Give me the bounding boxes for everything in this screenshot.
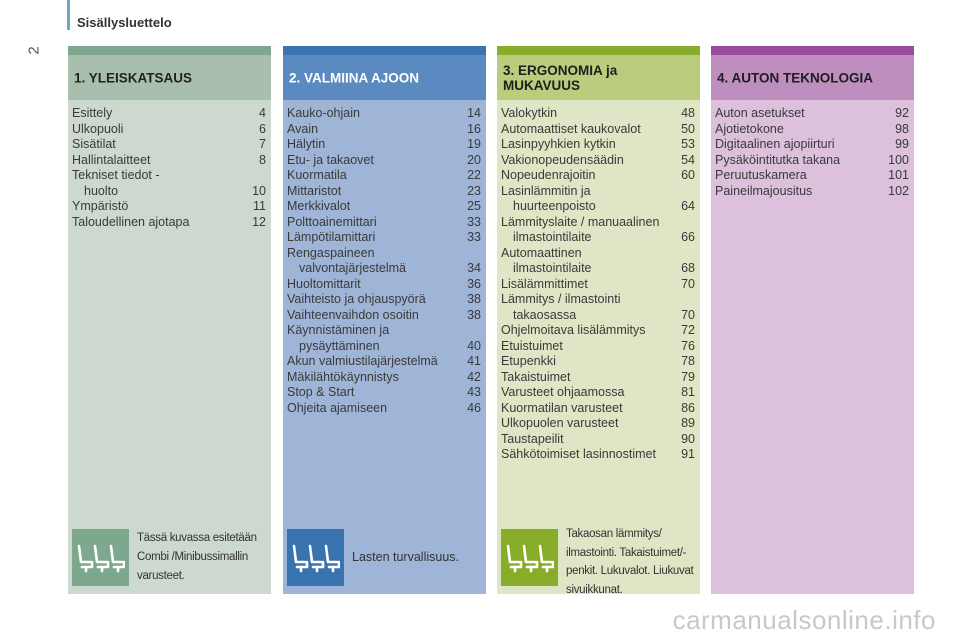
toc-entry-label: Kuormatilan varusteet — [501, 400, 623, 415]
toc-entry-page: 16 — [467, 121, 481, 136]
toc-entry-label: Lasinpyyhkien kytkin — [501, 137, 616, 151]
toc-entry-page: 86 — [681, 400, 695, 415]
toc-entry-label: Vaihteisto ja ohjauspyörä — [287, 292, 426, 306]
toc-entry[interactable] — [287, 292, 481, 308]
toc-entry-page: 81 — [681, 385, 695, 399]
toc-entry-label: Etuistuimet — [501, 338, 563, 353]
toc-entry-label-continued: valvontajärjestelmä — [299, 261, 406, 275]
toc-entry[interactable] — [287, 370, 481, 386]
toc-entry-page: 25 — [467, 199, 481, 213]
toc-entry-page: 12 — [252, 214, 266, 229]
toc-entry-label-continued: huolto — [84, 183, 119, 198]
toc-entry[interactable] — [287, 385, 481, 401]
toc-entry-page: 99 — [895, 137, 909, 151]
toc-entry-label: Kuormatila — [287, 168, 347, 182]
note-text: Tässä kuvassa esitetään Combi /Minibussimallin varusteet. — [137, 532, 257, 582]
toc-entry[interactable] — [501, 137, 695, 153]
toc-entry-label: Sähkötoimiset lasinnostimet — [501, 447, 656, 461]
toc-entry[interactable] — [287, 168, 481, 184]
section-header — [497, 55, 700, 100]
toc-entry-page: 19 — [467, 137, 481, 151]
toc-entry[interactable] — [501, 370, 695, 386]
toc-entry-page: 70 — [681, 307, 695, 322]
toc-entry[interactable] — [501, 447, 695, 463]
toc-entry-page: 33 — [467, 230, 481, 244]
toc-entry[interactable] — [287, 215, 481, 231]
section-header — [283, 55, 486, 100]
section-note — [72, 529, 261, 586]
toc-entry[interactable] — [72, 137, 266, 153]
toc-entry-label: Nopeudenrajoitin — [501, 168, 596, 182]
toc-entry[interactable] — [501, 339, 695, 355]
toc-entry-label: Taustapeilit — [501, 431, 564, 446]
toc-entry[interactable] — [287, 246, 481, 277]
seats-icon — [287, 529, 344, 586]
toc-entry[interactable] — [501, 246, 695, 277]
toc-entry[interactable] — [501, 184, 695, 215]
toc-entry-page: 101 — [888, 168, 909, 182]
toc-entry-page: 38 — [467, 307, 481, 322]
toc-entry-label: Taloudellinen ajotapa — [72, 214, 190, 229]
toc-entry-label: Etu- ja takaovet — [287, 152, 374, 167]
toc-entry[interactable] — [501, 401, 695, 417]
toc-entry-label: Akun valmiustilajärjestelmä — [287, 354, 438, 368]
toc-entry-label: Esittely — [72, 106, 113, 120]
toc-entry-page: 38 — [467, 292, 481, 306]
toc-entry-page: 14 — [467, 106, 481, 120]
toc-entry-label: Ympäristö — [72, 199, 129, 213]
section-color-bar — [711, 46, 914, 55]
toc-entry[interactable] — [501, 106, 695, 122]
toc-entry-page: 68 — [681, 261, 695, 275]
toc-entry-label: Lämmityslaite / manuaalinen — [501, 214, 660, 229]
section-note — [287, 529, 482, 586]
section-color-bar — [497, 46, 700, 55]
toc-entry-page: 92 — [895, 106, 909, 120]
section-auton-teknologia — [711, 46, 914, 594]
toc-entry-page: 10 — [252, 183, 266, 198]
section-yleiskatsaus — [68, 46, 271, 594]
toc-entry-label: Lisälämmittimet — [501, 276, 588, 291]
toc-entry[interactable] — [501, 215, 695, 246]
toc-entry[interactable] — [501, 122, 695, 138]
toc-entry[interactable] — [72, 168, 266, 199]
page-title: Sisällysluettelo — [77, 15, 172, 30]
toc-entry[interactable] — [287, 184, 481, 200]
section-ergonomia — [497, 46, 700, 594]
toc-entry-label: Automaattiset kaukovalot — [501, 121, 641, 136]
toc-entry-label: Ohjelmoitava lisälämmitys — [501, 323, 646, 337]
toc-entry-label: Paineilmajousitus — [715, 183, 813, 198]
section-title: 4. AUTON TEKNOLOGIA — [717, 70, 874, 85]
toc-entry[interactable] — [287, 137, 481, 153]
toc-entry-label: Lämmitys / ilmastointi — [501, 292, 621, 306]
toc-entry[interactable] — [501, 354, 695, 370]
toc-entry-page: 60 — [681, 168, 695, 182]
toc-entry-page: 6 — [259, 121, 266, 136]
section-header — [711, 55, 914, 100]
toc-entry-label: Ajotietokone — [715, 121, 784, 136]
header-accent-bar — [67, 0, 70, 30]
toc-entry[interactable] — [715, 168, 909, 184]
toc-entry[interactable] — [287, 199, 481, 215]
toc-entry-label: Auton asetukset — [715, 106, 805, 120]
seats-icon — [501, 529, 558, 586]
toc-entry[interactable] — [501, 416, 695, 432]
section-title: 3. ERGONOMIA ja MUKAVUUS — [503, 62, 618, 93]
section-color-bar — [283, 46, 486, 55]
toc-entry[interactable] — [501, 168, 695, 184]
toc-entry-label: Stop & Start — [287, 385, 355, 399]
toc-entry-label: Polttoainemittari — [287, 214, 377, 229]
toc-entry-page: 76 — [681, 338, 695, 353]
toc-entry-page: 50 — [681, 121, 695, 136]
toc-list — [501, 106, 695, 463]
toc-entry-label: Automaattinen — [501, 245, 582, 260]
toc-entry[interactable] — [715, 137, 909, 153]
toc-entry-label: Avain — [287, 121, 319, 136]
toc-entry-label: Ulkopuolen varusteet — [501, 416, 619, 430]
toc-entry-page: 102 — [888, 183, 909, 198]
toc-entry-label: Vaihteenvaihdon osoitin — [287, 307, 419, 322]
toc-entry[interactable] — [715, 153, 909, 169]
toc-entry-label: Huoltomittarit — [287, 276, 361, 291]
toc-entry-page: 23 — [467, 183, 481, 198]
toc-entry[interactable] — [72, 122, 266, 138]
toc-list — [72, 106, 266, 230]
section-color-bar — [68, 46, 271, 55]
toc-entry-label: Peruutuskamera — [715, 168, 807, 182]
toc-entry-page: 11 — [253, 199, 266, 213]
toc-entry-page: 4 — [259, 106, 266, 120]
toc-entry-page: 90 — [681, 431, 695, 446]
section-title: 1. YLEISKATSAUS — [74, 70, 193, 85]
toc-entry[interactable] — [287, 122, 481, 138]
toc-entry[interactable] — [72, 106, 266, 122]
section-title: 2. VALMIINA AJOON — [289, 70, 420, 85]
toc-entry-page: 7 — [259, 137, 266, 151]
toc-entry-page: 22 — [467, 168, 481, 182]
toc-entry-label: Hallintalaitteet — [72, 152, 151, 167]
toc-entry-page: 78 — [681, 354, 695, 368]
toc-entry-label: Ulkopuoli — [72, 121, 124, 136]
toc-entry[interactable] — [501, 385, 695, 401]
toc-entry-label: Käynnistäminen ja — [287, 323, 390, 337]
toc-entry-label-continued: huurteenpoisto — [513, 199, 596, 213]
toc-entry-page: 72 — [681, 323, 695, 337]
toc-entry[interactable] — [287, 277, 481, 293]
toc-entry-label-continued: ilmastointilaite — [513, 261, 592, 275]
toc-entry-page: 34 — [467, 261, 481, 275]
section-valmiina-ajoon — [283, 46, 486, 594]
toc-entry-label: Takaistuimet — [501, 369, 571, 384]
note-text: Lasten turvallisuus. — [352, 550, 460, 564]
toc-entry[interactable] — [287, 308, 481, 324]
toc-entry-page: 53 — [681, 137, 695, 151]
toc-entry-page: 100 — [888, 152, 909, 167]
toc-entry-label: Kauko-ohjain — [287, 106, 360, 120]
toc-entry-label-continued: takaosassa — [513, 307, 577, 322]
toc-entry-page: 64 — [681, 199, 695, 213]
toc-entry-page: 40 — [467, 338, 481, 353]
toc-entry-label: Hälytin — [287, 137, 326, 151]
toc-entry-label-continued: pysäyttäminen — [299, 338, 380, 353]
toc-entry-page: 98 — [895, 121, 909, 136]
toc-entry-page: 8 — [259, 152, 266, 167]
toc-entry-page: 42 — [467, 369, 481, 384]
toc-entry[interactable] — [287, 153, 481, 169]
section-note — [501, 526, 698, 599]
toc-entry-label: Tekniset tiedot - — [72, 168, 160, 182]
toc-entry[interactable] — [501, 432, 695, 448]
toc-entry-label: Merkkivalot — [287, 199, 351, 213]
toc-entry-page: 91 — [681, 447, 695, 461]
toc-entry-page: 79 — [681, 369, 695, 384]
toc-entry-label-continued: ilmastointilaite — [513, 230, 592, 244]
toc-entry-label: Vakionopeudensäädin — [501, 152, 624, 167]
toc-list — [715, 106, 909, 199]
toc-entry-label: Mäkilähtökäynnistys — [287, 369, 399, 384]
toc-entry[interactable] — [287, 354, 481, 370]
seats-icon — [72, 529, 129, 586]
toc-entry[interactable] — [715, 106, 909, 122]
toc-entry[interactable] — [501, 277, 695, 293]
toc-entry-page: 41 — [467, 354, 481, 368]
toc-entry[interactable] — [72, 153, 266, 169]
toc-entry-page: 33 — [467, 214, 481, 229]
toc-entry-label: Lasinlämmitin ja — [501, 183, 591, 198]
toc-entry[interactable] — [287, 106, 481, 122]
toc-entry-label: Rengaspaineen — [287, 245, 375, 260]
toc-entry-page: 46 — [467, 400, 481, 415]
toc-entry[interactable] — [72, 215, 266, 231]
toc-entry-page: 89 — [681, 416, 695, 430]
toc-list — [287, 106, 481, 416]
toc-entry[interactable] — [501, 292, 695, 323]
toc-entry-page: 20 — [467, 152, 481, 167]
toc-entry[interactable] — [715, 184, 909, 200]
section-header — [68, 55, 271, 100]
toc-entry-label: Valokytkin — [501, 106, 558, 120]
toc-entry-label: Etupenkki — [501, 354, 556, 368]
toc-entry-label: Digitaalinen ajopiirturi — [715, 137, 835, 151]
toc-entry[interactable] — [287, 323, 481, 354]
toc-entry-page: 36 — [467, 276, 481, 291]
toc-entry[interactable] — [72, 199, 266, 215]
toc-entry-page: 66 — [681, 230, 695, 244]
watermark: carmanualsonline.info — [672, 605, 936, 635]
toc-entry-page: 43 — [467, 385, 481, 399]
note-text: Takaosan lämmitys/ ilmastointi. Takaistuimet/-penkit. Lukuvalot. Liukuvat sivuikkunat. — [566, 528, 694, 596]
toc-entry-label: Ohjeita ajamiseen — [287, 400, 388, 415]
toc-entry-label: Sisätilat — [72, 137, 116, 151]
toc-entry-label: Pysäköintitutka takana — [715, 152, 841, 167]
page-number: 2 — [25, 46, 43, 55]
toc-entry-label: Lämpötilamittari — [287, 230, 376, 244]
toc-entry-label: Varusteet ohjaamossa — [501, 385, 625, 399]
toc-entry[interactable] — [501, 323, 695, 339]
toc-entry-page: 48 — [681, 106, 695, 120]
toc-entry-page: 54 — [681, 152, 695, 167]
toc-entry[interactable] — [287, 401, 481, 417]
toc-entry[interactable] — [287, 230, 481, 246]
toc-entry[interactable] — [501, 153, 695, 169]
toc-entry[interactable] — [715, 122, 909, 138]
toc-entry-label: Mittaristot — [287, 183, 342, 198]
toc-entry-page: 70 — [681, 276, 695, 291]
